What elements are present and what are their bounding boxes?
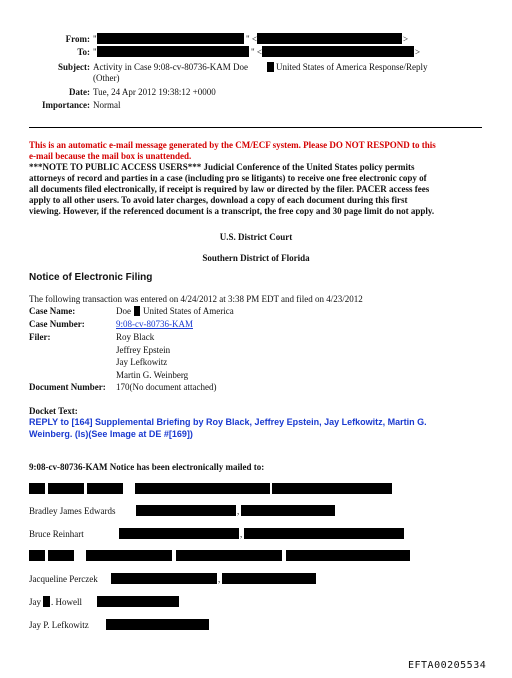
- redaction-howell: [97, 596, 179, 607]
- filer-label: Filer:: [29, 332, 51, 342]
- auto-message-line2: e-mail because the mail box is unattended.: [29, 151, 192, 161]
- redaction-to-name: [97, 46, 249, 57]
- recipient-edwards: Bradley James Edwards: [29, 506, 116, 516]
- redaction-perczek-2: [222, 573, 316, 584]
- to-mid: " <: [251, 47, 262, 57]
- to-label: To:: [77, 47, 90, 57]
- redaction-howell-initial: [43, 596, 50, 607]
- auto-message-line1: This is an automatic e-mail message generated by the CM/ECF system. Please DO NOT RESPOND to this: [29, 140, 436, 150]
- redaction-reinhart-2: [244, 528, 404, 539]
- case-number-link[interactable]: 9:08-cv-80736-KAM: [116, 319, 193, 329]
- redaction-row4-e: [286, 550, 410, 561]
- subject-line1-b: United States of America Response/Reply: [276, 62, 428, 72]
- redaction-lefkowitz: [106, 619, 209, 630]
- recipient-lefkowitz: Jay P. Lefkowitz: [29, 620, 89, 630]
- redaction-row1-e: [272, 483, 392, 494]
- redaction-row1-d: [135, 483, 270, 494]
- doc-number-value: 170(No document attached): [116, 382, 217, 392]
- to-prefix: ": [93, 47, 97, 57]
- redaction-perczek-1: [111, 573, 217, 584]
- transaction-text: The following transaction was entered on 4/24/2012 at 3:38 PM EDT and filed on 4/23/2012: [29, 294, 363, 304]
- redaction-from-name: [97, 33, 244, 44]
- redaction-to-email: [262, 46, 414, 57]
- redaction-row1-a: [29, 483, 45, 494]
- redaction-subject: [267, 62, 274, 72]
- redaction-reinhart-1: [119, 528, 239, 539]
- filer-1: Roy Black: [116, 332, 155, 342]
- mailed-heading: 9:08-cv-80736-KAM Notice has been electronically mailed to:: [29, 462, 265, 472]
- filer-2: Jeffrey Epstein: [116, 345, 171, 355]
- filer-4: Martin G. Weinberg: [116, 370, 189, 380]
- to-suffix: >: [415, 47, 421, 57]
- redaction-row4-b: [48, 550, 74, 561]
- redaction-row4-d: [176, 550, 282, 561]
- comma-reinhart: ,: [240, 529, 243, 539]
- importance-label: Importance:: [42, 100, 90, 110]
- bates-number: EFTA00205534: [408, 660, 487, 671]
- court-district: Southern District of Florida: [202, 253, 310, 263]
- public-notice-line1: ***NOTE TO PUBLIC ACCESS USERS*** Judicial Conference of the United States policy permits: [29, 162, 415, 172]
- public-notice-line5: viewing. However, if the referenced document is a transcript, the free copy and 30 page limit do not apply.: [29, 206, 435, 216]
- public-notice-line3: all documents filed electronically, if receipt is required by law or directed by the filer. PACER access fees: [29, 184, 430, 194]
- docket-line1: REPLY to [164] Supplemental Briefing by Roy Black, Jeffrey Epstein, Jay Lefkowitz, Martin G.: [29, 417, 427, 427]
- from-label: From:: [65, 34, 90, 44]
- public-notice-line4: apply to all other users. To avoid later charges, download a copy of each document during this first: [29, 195, 408, 205]
- from-prefix: ": [93, 34, 97, 44]
- public-notice-line2: attorneys of record and parties in a case (including pro se litigants) to receive one free electronic copy of: [29, 173, 427, 183]
- case-name-a: Doe: [116, 306, 131, 316]
- doc-number-label: Document Number:: [29, 382, 106, 392]
- filing-title: Notice of Electronic Filing: [29, 272, 153, 283]
- recipient-perczek: Jacqueline Perczek: [29, 574, 98, 584]
- docket-label: Docket Text:: [29, 406, 78, 416]
- comma-perczek: ,: [218, 574, 221, 584]
- recipient-howell-b: . Howell: [51, 597, 82, 607]
- redaction-row4-a: [29, 550, 45, 561]
- case-number-label: Case Number:: [29, 319, 85, 329]
- subject-line2: (Other): [93, 73, 120, 83]
- redaction-edwards-1: [136, 505, 236, 516]
- redaction-row1-b: [48, 483, 84, 494]
- comma-edwards: ,: [237, 506, 240, 516]
- subject-line1-a: Activity in Case 9:08-cv-80736-KAM Doe: [93, 62, 248, 72]
- court-name: U.S. District Court: [219, 232, 293, 242]
- date-value: Tue, 24 Apr 2012 19:38:12 +0000: [93, 87, 216, 97]
- case-name-label: Case Name:: [29, 306, 76, 316]
- redaction-from-email: [257, 33, 402, 44]
- docket-line2: Weinberg. (ls)(See Image at DE #[169]): [29, 429, 193, 439]
- from-suffix: >: [403, 34, 409, 44]
- redaction-row4-c: [86, 550, 172, 561]
- filer-3: Jay Lefkowitz: [116, 357, 168, 367]
- recipient-reinhart: Bruce Reinhart: [29, 529, 84, 539]
- redaction-edwards-2: [241, 505, 335, 516]
- date-label: Date:: [69, 87, 90, 97]
- importance-value: Normal: [93, 100, 121, 110]
- case-name-b: United States of America: [143, 306, 234, 316]
- redaction-case-name: [134, 306, 140, 316]
- from-mid: " <: [246, 34, 257, 44]
- recipient-howell-a: Jay: [29, 597, 41, 607]
- header-divider: [29, 127, 482, 128]
- subject-label: Subject:: [58, 62, 90, 72]
- redaction-row1-c: [87, 483, 123, 494]
